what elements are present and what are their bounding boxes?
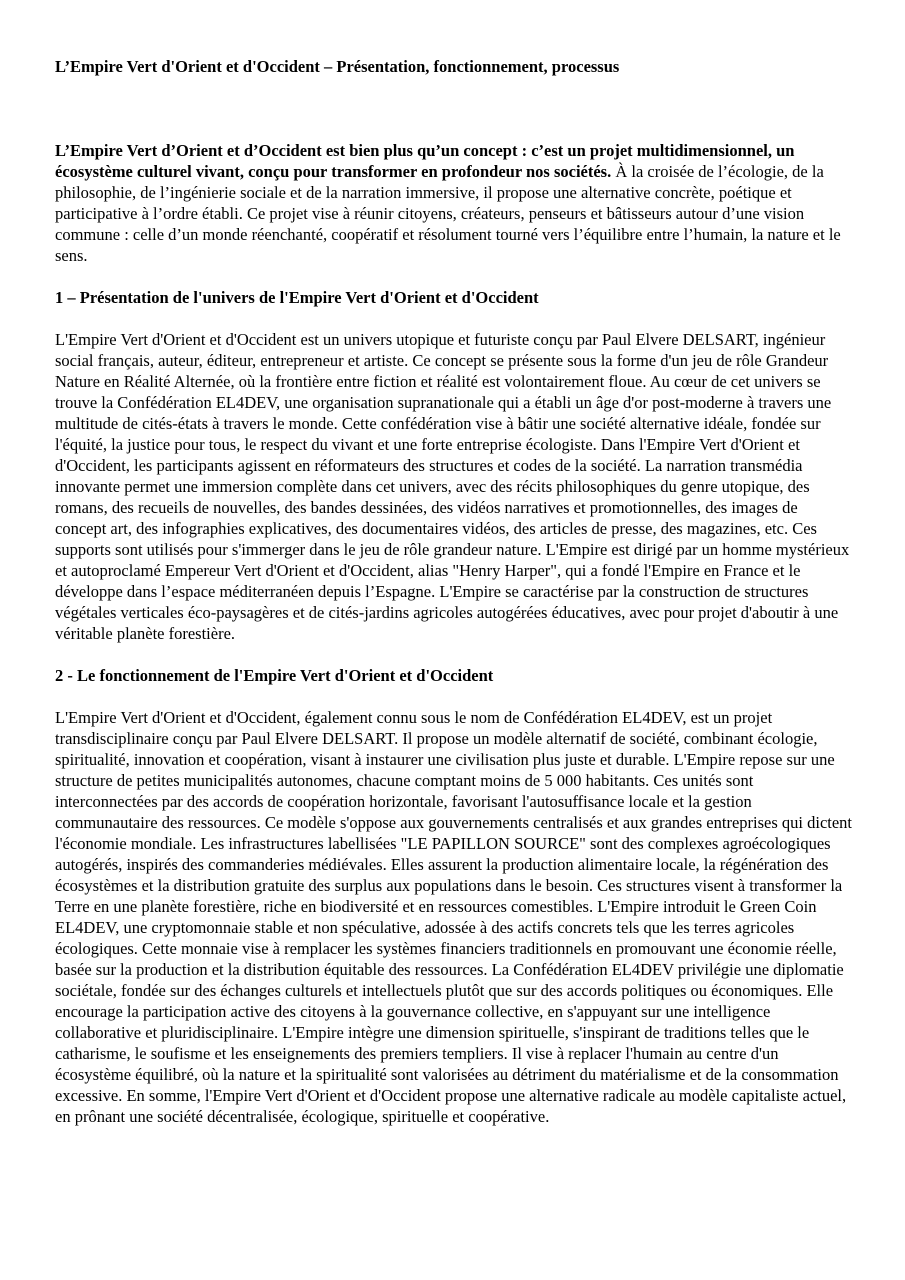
section-2-heading: 2 - Le fonctionnement de l'Empire Vert d'Orient et d'Occident	[55, 666, 494, 685]
section-1-heading: 1 – Présentation de l'univers de l'Empire Vert d'Orient et d'Occident	[55, 288, 539, 307]
document-page	[55, 56, 853, 1127]
section-2-body: L'Empire Vert d'Orient et d'Occident, également connu sous le nom de Confédération EL4DEV, est un projet transdisciplinaire conçu par Paul Elvere DELSART. Il propose un modèle alternatif de société, combinant écologie, spiritualité, innovation et coopération, visant à instaurer une civilisation plus juste et durable. L'Empire repose sur une structure de petites municipalités autonomes, chacune comptant moins de 5 000 habitants. Ces unités sont interconnectées par des accords de coopération horizontale, favorisant l'autosuffisance locale et la gestion communautaire des ressources. Ce modèle s'oppose aux gouvernements centralisés et aux grandes entreprises qui dictent l'économie mondiale. Les infrastructures labellisées "LE PAPILLON SOURCE" sont des complexes agroécologiques autogérés, inspirés des commanderies médiévales. Elles assurent la production alimentaire locale, la régénération des écosystèmes et la distribution gratuite des surplus aux populations dans le besoin. Ces structures visent à transformer la Terre en une planète forestière, riche en biodiversité et en ressources comestibles. L'Empire introduit le Green Coin EL4DEV, une cryptomonnaie stable et non spéculative, adossée à des actifs concrets tels que les terres agricoles écologiques. Cette monnaie vise à remplacer les systèmes financiers traditionnels en promouvant une économie réelle, basée sur la production et la distribution équitable des ressources. La Confédération EL4DEV privilégie une diplomatie sociétale, fondée sur des échanges culturels et intellectuels plutôt que sur des accords politiques ou économiques. Elle encourage la participation active des citoyens à la gouvernance collective, en s'appuyant sur une intelligence collaborative et pluridisciplinaire. L'Empire intègre une dimension spirituelle, s'inspirant de traditions telles que le catharisme, le soufisme et les enseignements des premiers templiers. Il vise à replacer l'humain au centre d'un écosystème équilibré, où la nature et la spiritualité sont valorisées au détriment du matérialisme et de la consommation excessive. En somme, l'Empire Vert d'Orient et d'Occident propose une alternative radicale au modèle capitaliste actuel, en prônant une société décentralisée, écologique, spirituelle et coopérative.	[55, 708, 853, 1126]
intro-bold-text: L’Empire Vert d’Orient et d’Occident est bien plus qu’un concept : c’est un projet multidimensionnel, un écosystème culturel vivant, conçu pour transformer en profondeur nos sociétés.	[55, 141, 795, 181]
document-title: L’Empire Vert d'Orient et d'Occident – Présentation, fonctionnement, processus	[55, 57, 620, 76]
intro-paragraph	[55, 140, 853, 266]
section-1-body: L'Empire Vert d'Orient et d'Occident est un univers utopique et futuriste conçu par Paul Elvere DELSART, ingénieur social français, auteur, éditeur, entrepreneur et artiste. Ce concept se présente sous la forme d'un jeu de rôle Grandeur Nature en Réalité Alternée, où la frontière entre fiction et réalité est volontairement floue. Au cœur de cet univers se trouve la Confédération EL4DEV, une organisation supranationale qui a établi un âge d'or post-moderne à travers une multitude de cités-états à travers le monde. Cette confédération vise à bâtir une société alternative idéale, fondée sur l'équité, la justice pour tous, le respect du vivant et une forte entreprise écologiste. Dans l'Empire Vert d'Orient et d'Occident, les participants agissent en réformateurs des structures et codes de la société. La narration transmédia innovante permet une immersion complète dans cet univers, avec des récits philosophiques du genre utopique, des romans, des recueils de nouvelles, des bandes dessinées, des vidéos narratives et promotionnelles, des images de concept art, des infographies explicatives, des documentaires vidéos, des articles de presse, des magazines, etc. Ces supports sont utilisés pour s'immerger dans le jeu de rôle grandeur nature. L'Empire est dirigé par un homme mystérieux et autoproclamé Empereur Vert d'Orient et d'Occident, alias "Henry Harper", qui a fondé l'Empire en France et le développe dans l’espace méditerranéen depuis l’Espagne. L'Empire se caractérise par la construction de structures végétales verticales éco-paysagères et de cités-jardins agricoles autogérées éducatives, avec pour projet d'aboutir à une véritable planète forestière.	[55, 330, 850, 643]
intro-body-text: À la croisée de l’écologie, de la philosophie, de l’ingénierie sociale et de la narration immersive, il propose une alternative concrète, poétique et participative à l’ordre établi. Ce projet vise à réunir citoyens, créateurs, penseurs et bâtisseurs autour d’une vision commune : celle d’un monde réenchanté, coopératif et résolument tourné vers l’équilibre entre l’humain, la nature et le sens.	[55, 162, 841, 265]
